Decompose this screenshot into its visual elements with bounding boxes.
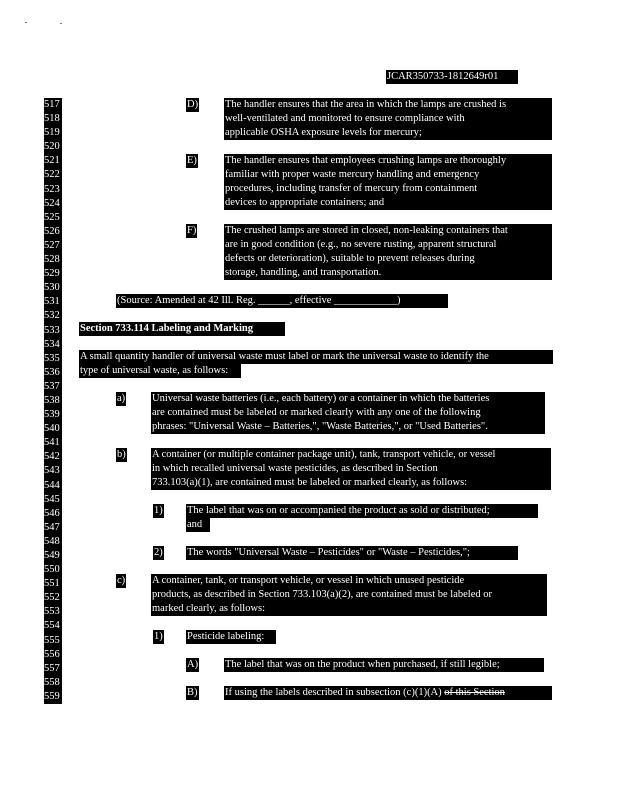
line-number: 532	[44, 310, 60, 322]
line-number: 529	[44, 268, 60, 280]
sub-b-text: A container (or multiple container package unit), tank, transport vehicle, or vessel in which recalled universal waste pesticides, as described in Section 733.103(a)(1), are contained must be labeled or marked clearly, as follows:	[151, 448, 551, 490]
sub-ca-marker: A)	[186, 658, 199, 672]
line-number: 551	[44, 578, 60, 590]
line-number: 554	[44, 620, 60, 632]
item-e-marker: E)	[186, 154, 198, 168]
line-number: 553	[44, 606, 60, 618]
line-number: 536	[44, 366, 60, 378]
line-number: 520	[44, 141, 60, 153]
line-number: 521	[44, 155, 60, 167]
line-number: 528	[44, 254, 60, 266]
sub-b1-text-cont: and	[186, 518, 210, 532]
line-number: 533	[44, 324, 60, 336]
line-number: 545	[44, 493, 60, 505]
intro-paragraph-cont: type of universal waste, as follows:	[79, 364, 241, 378]
line-number: 523	[44, 183, 60, 195]
line-number: 522	[44, 169, 60, 181]
line-number: 550	[44, 564, 60, 576]
sub-a-text: Universal waste batteries (i.e., each battery) or a container in which the batteries are contained must be labeled or marked clearly with any one of the following phrases: "Universal Waste – Batteries,", "Waste Batteries,", or "Used Batteries".	[151, 392, 545, 434]
item-e-text: The handler ensures that employees crushing lamps are thoroughly familiar with proper waste mercury handling and emergency procedures, including transfer of mercury from containment devices to appropriate containers; and	[224, 154, 552, 210]
line-number: 556	[44, 648, 60, 660]
line-number: 543	[44, 465, 60, 477]
line-number: 557	[44, 662, 60, 674]
item-f-text: The crushed lamps are stored in closed, non-leaking containers that are in good condition (e.g., no severe rusting, apparent structural defects or deterioration), suitable to prevent releases during storage, handling, and transportation.	[224, 224, 552, 280]
intro-paragraph: A small quantity handler of universal waste must label or mark the universal waste to identify the	[79, 350, 553, 364]
line-number: 541	[44, 437, 60, 449]
scan-speck	[60, 23, 62, 24]
sub-c1-text: Pesticide labeling:	[186, 630, 276, 644]
line-numbers	[44, 98, 62, 704]
line-number: 517	[44, 99, 60, 110]
line-number: 530	[44, 282, 60, 294]
line-number: 524	[44, 197, 60, 209]
line-number: 538	[44, 394, 60, 406]
sub-b2-marker: 2)	[153, 546, 164, 560]
line-number: 547	[44, 521, 60, 533]
document-id: JCAR350733-1812649r01	[386, 70, 518, 84]
line-number: 555	[44, 634, 60, 646]
line-number: 548	[44, 535, 60, 547]
line-number: 537	[44, 380, 60, 392]
sub-b-marker: b)	[116, 448, 127, 462]
sub-cb-text: If using the labels described in subsection (c)(1)(A) of this Section	[224, 686, 552, 700]
line-number: 531	[44, 296, 60, 308]
sub-cb-marker: B)	[186, 686, 199, 700]
section-heading: Section 733.114 Labeling and Marking	[79, 322, 285, 336]
line-number: 519	[44, 127, 60, 139]
line-number: 558	[44, 676, 60, 688]
line-number: 527	[44, 239, 60, 251]
item-d-text: The handler ensures that the area in which the lamps are crushed is well-ventilated and monitored to ensure compliance with applicable OSHA exposure levels for mercury;	[224, 98, 552, 140]
line-number: 546	[44, 507, 60, 519]
source-note: (Source: Amended at 42 Ill. Reg. ______, effective ____________)	[116, 294, 448, 308]
sub-b2-text: The words "Universal Waste – Pesticides" or "Waste – Pesticides,";	[186, 546, 518, 560]
line-number: 542	[44, 451, 60, 463]
line-number: 559	[44, 690, 60, 702]
sub-b1-marker: 1)	[153, 504, 164, 518]
line-number: 552	[44, 592, 60, 604]
line-number: 534	[44, 338, 60, 350]
line-number: 544	[44, 479, 60, 491]
sub-c1-marker: 1)	[153, 630, 164, 644]
line-number: 526	[44, 225, 60, 237]
scan-speck	[25, 22, 27, 23]
line-number: 539	[44, 409, 60, 421]
line-number: 525	[44, 211, 60, 223]
line-number: 535	[44, 352, 60, 364]
line-number: 549	[44, 550, 60, 561]
sub-c-marker: c)	[116, 574, 126, 588]
sub-a-marker: a)	[116, 392, 126, 406]
sub-b1-text: The label that was on or accompanied the product as sold or distributed;	[186, 504, 538, 518]
sub-c-text: A container, tank, or transport vehicle, or vessel in which unused pesticide products, as described in Section 733.103(a)(2), are contained must be labeled or marked clearly, as follows:	[151, 574, 547, 616]
sub-ca-text: The label that was on the product when purchased, if still legible;	[224, 658, 544, 672]
line-number: 540	[44, 423, 60, 435]
line-number: 518	[44, 113, 60, 125]
struck-text: of this Section	[444, 687, 505, 698]
item-f-marker: F)	[186, 224, 197, 238]
item-d-marker: D)	[186, 98, 199, 112]
